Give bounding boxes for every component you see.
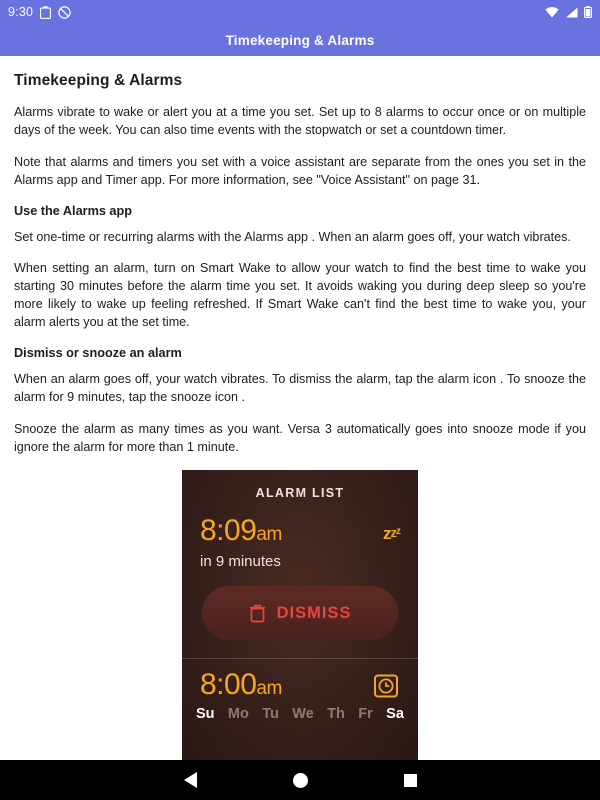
alarm-time: 8:00am (200, 668, 282, 702)
zzz-snooze-icon: $zz^z$ (383, 524, 400, 544)
paragraph: When an alarm goes off, your watch vibrates. To dismiss the alarm, tap the alarm icon . To snooze the alarm for 9 minutes, tap the snooze icon . (14, 371, 586, 404)
status-bar (0, 0, 600, 24)
app-bar-title: Timekeeping & Alarms (225, 32, 375, 48)
alarm-item-recurring[interactable] (182, 659, 418, 700)
signal-icon (565, 7, 578, 18)
status-clock: 9:30 (8, 5, 34, 19)
back-button[interactable] (184, 772, 197, 788)
watch-screen (182, 470, 418, 760)
document-content (0, 56, 600, 800)
paragraph: When setting an alarm, turn on Smart Wake to allow your watch to find the best time to wake you starting 30 minutes before the alarm time you set. It avoids waking you during deep sleep so you're more likely to wake up feeling refreshed. If Smart Wake can't find the best time to wake you, your alarm alerts you at the set time. (14, 261, 586, 329)
battery-saver-icon (40, 6, 51, 19)
alarm-day[interactable]: Fr (358, 706, 373, 723)
status-bar-right (545, 6, 592, 18)
home-button[interactable] (293, 773, 308, 788)
page-title: Timekeeping & Alarms (14, 72, 183, 89)
do-not-disturb-icon (58, 6, 71, 19)
paragraph: Snooze the alarm as many times as you want. Versa 3 automatically goes into snooze mode if you ignore the alarm for more than 1 minute. (14, 421, 586, 454)
alarm-day[interactable]: Mo (227, 706, 249, 723)
paragraph: Note that alarms and timers you set with a voice assistant are separate from the ones you set in the Alarms app and Timer app. For more information, see "Voice Assistant" on page 31. (14, 154, 586, 187)
alarm-ampm: am (256, 524, 282, 546)
alarm-day[interactable]: Th (327, 706, 345, 723)
section-heading: Dismiss or snooze an alarm (14, 345, 182, 360)
paragraph: Alarms vibrate to wake or alert you at a time you set. Set up to 8 alarms to occur once or on multiple days of the week. You can also time events with the stopwatch or set a countdown timer. (14, 105, 586, 137)
dismiss-button[interactable] (202, 586, 398, 640)
navigation-bar (0, 760, 600, 800)
battery-icon (584, 6, 592, 18)
alarm-item-upcoming (182, 500, 418, 546)
alarm-day[interactable]: Tu (262, 706, 279, 723)
section-heading: Use the Alarms app (14, 203, 132, 218)
alarm-countdown-text: in 9 minutes (200, 553, 281, 571)
trash-icon (249, 604, 266, 623)
alarm-ampm: am (256, 678, 282, 700)
wifi-icon (545, 7, 559, 18)
alarm-day[interactable]: Su (196, 706, 215, 723)
dismiss-button-label: DISMISS (276, 603, 352, 622)
alarm-list-header: ALARM LIST (255, 486, 345, 501)
figure-alarm-list (14, 470, 586, 760)
alarm-day-row (182, 700, 418, 722)
app-bar (0, 24, 600, 56)
alarm-day[interactable]: We (292, 706, 314, 723)
paragraph: Set one-time or recurring alarms with the Alarms app . When an alarm goes off, your watch vibrates. (14, 229, 571, 244)
alarm-time: 8:09am (200, 514, 282, 548)
alarm-clock-icon (372, 671, 400, 699)
status-bar-left (8, 5, 71, 19)
alarm-day[interactable]: Sa (386, 706, 404, 723)
recents-button[interactable] (404, 774, 417, 787)
